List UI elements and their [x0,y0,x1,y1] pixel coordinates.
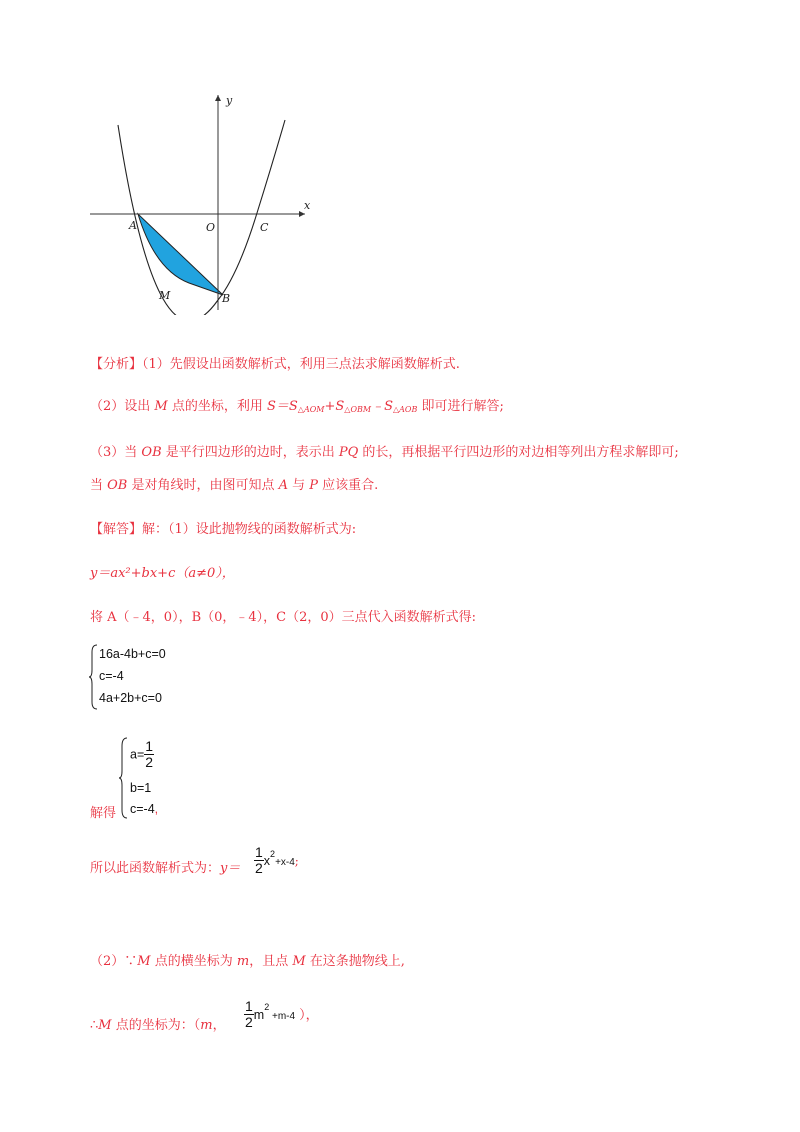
var-p: P [309,478,319,493]
solution-line-1 [90,521,356,539]
text: （2）∵ [90,954,138,969]
solution-intro: 解：（1）设此抛物线的函数解析式为: [142,522,357,537]
parabola-figure [85,85,325,315]
text: ， [212,1018,226,1033]
equation-system-1 [88,644,208,716]
var-m: M [292,954,306,969]
var-pq: PQ [338,445,359,460]
analysis-line-2 [90,398,504,419]
text: 当 [90,478,108,493]
text: ﹣S [371,399,393,414]
var-m-lower: m [200,1018,213,1033]
text: 即可进行解答; [417,399,504,414]
var-m: M [137,954,151,969]
substitute-line: 将 A（﹣4，0），B（0，﹣4），C（2，0）三点代入函数解析式得: [90,610,477,625]
result-line [90,860,240,878]
subscript: △OBM [344,405,372,414]
text: （2）设出 [90,399,155,414]
fraction [254,845,264,876]
system1-eq2: c=-4 [99,669,124,683]
analysis-line-3 [90,444,679,462]
text: +S [324,399,345,414]
text: 应该重合. [318,478,379,493]
denominator: 2 [245,1014,253,1030]
text: a= [130,747,145,762]
text: 在这条抛物线上, [305,954,405,969]
text: 的长，再根据平行四边形的对边相等列出方程求解即可; [358,445,679,460]
analysis-tag: 【分析】 [90,357,143,372]
var-s: S [266,399,276,414]
label-a: A [129,219,137,232]
label-c: C [260,221,269,234]
text: x [263,854,271,868]
sol-b: b=1 [130,781,152,795]
text: m [253,1008,265,1022]
part2-line-2 [90,1017,226,1035]
analysis-line-4 [90,477,378,495]
label-m: M [159,289,171,302]
text: , [154,802,159,816]
numerator: 1 [255,844,263,860]
text: ，且点 [249,954,293,969]
exponent: 2 [264,1002,270,1012]
text: ∴ [90,1018,99,1033]
denominator: 2 [255,860,263,876]
text: 是平行四边形的边时，表示出 [161,445,339,460]
brace-icon [88,644,98,710]
text: 点的坐标为：（ [111,1018,201,1033]
subscript: △AOM [297,405,325,414]
var-m-lower: m [236,954,250,969]
label-o: O [206,221,216,234]
fraction [144,739,154,770]
solution-tag: 【解答】 [90,522,143,537]
var-ob: OB [107,478,128,493]
label-y: y [226,94,233,107]
text: +x-4 [275,857,295,868]
subscript: △AOB [392,405,418,414]
sol-c [130,802,158,816]
var-m: M [154,399,168,414]
text: y＝ [220,861,241,876]
var-ob: OB [141,445,162,460]
text: c=-4 [130,802,155,816]
analysis-line-1 [90,356,460,374]
numerator: 1 [145,738,154,754]
part2-line-1 [90,953,405,971]
text: ）， [299,1008,319,1023]
text: 与 [288,478,310,493]
text: ; [294,854,299,868]
brace-icon [118,737,128,819]
solve-label: 解得 [90,806,117,821]
sol-a [130,739,154,770]
system1-eq3: 4a+2b+c=0 [99,691,162,705]
denominator: 2 [145,754,154,770]
system1-eq1: 16a-4b+c=0 [99,647,166,661]
numerator: 1 [245,998,253,1014]
text: +m-4 [269,1011,296,1022]
text: ＝S [275,399,298,414]
general-form: y＝ax²+bx+c（a≠0）， [90,566,235,581]
exponent: 2 [270,849,276,859]
result-expression [254,845,299,876]
var-a: A [278,478,289,493]
text: （3）当 [90,445,142,460]
text: 点的坐标，利用 [167,399,267,414]
text: 所以此函数解析式为： [90,861,221,876]
equation-system-2 [90,735,250,825]
text: 是对角线时，由图可知点 [127,478,279,493]
var-m: M [98,1018,112,1033]
analysis-text-1: （1）先假设出函数解析式，利用三点法求解函数解析式. [142,357,460,372]
text: 点的横坐标为 [150,954,237,969]
part2-expression [244,999,319,1030]
label-b: B [222,292,231,305]
label-x: x [304,199,311,212]
fraction [244,999,254,1030]
